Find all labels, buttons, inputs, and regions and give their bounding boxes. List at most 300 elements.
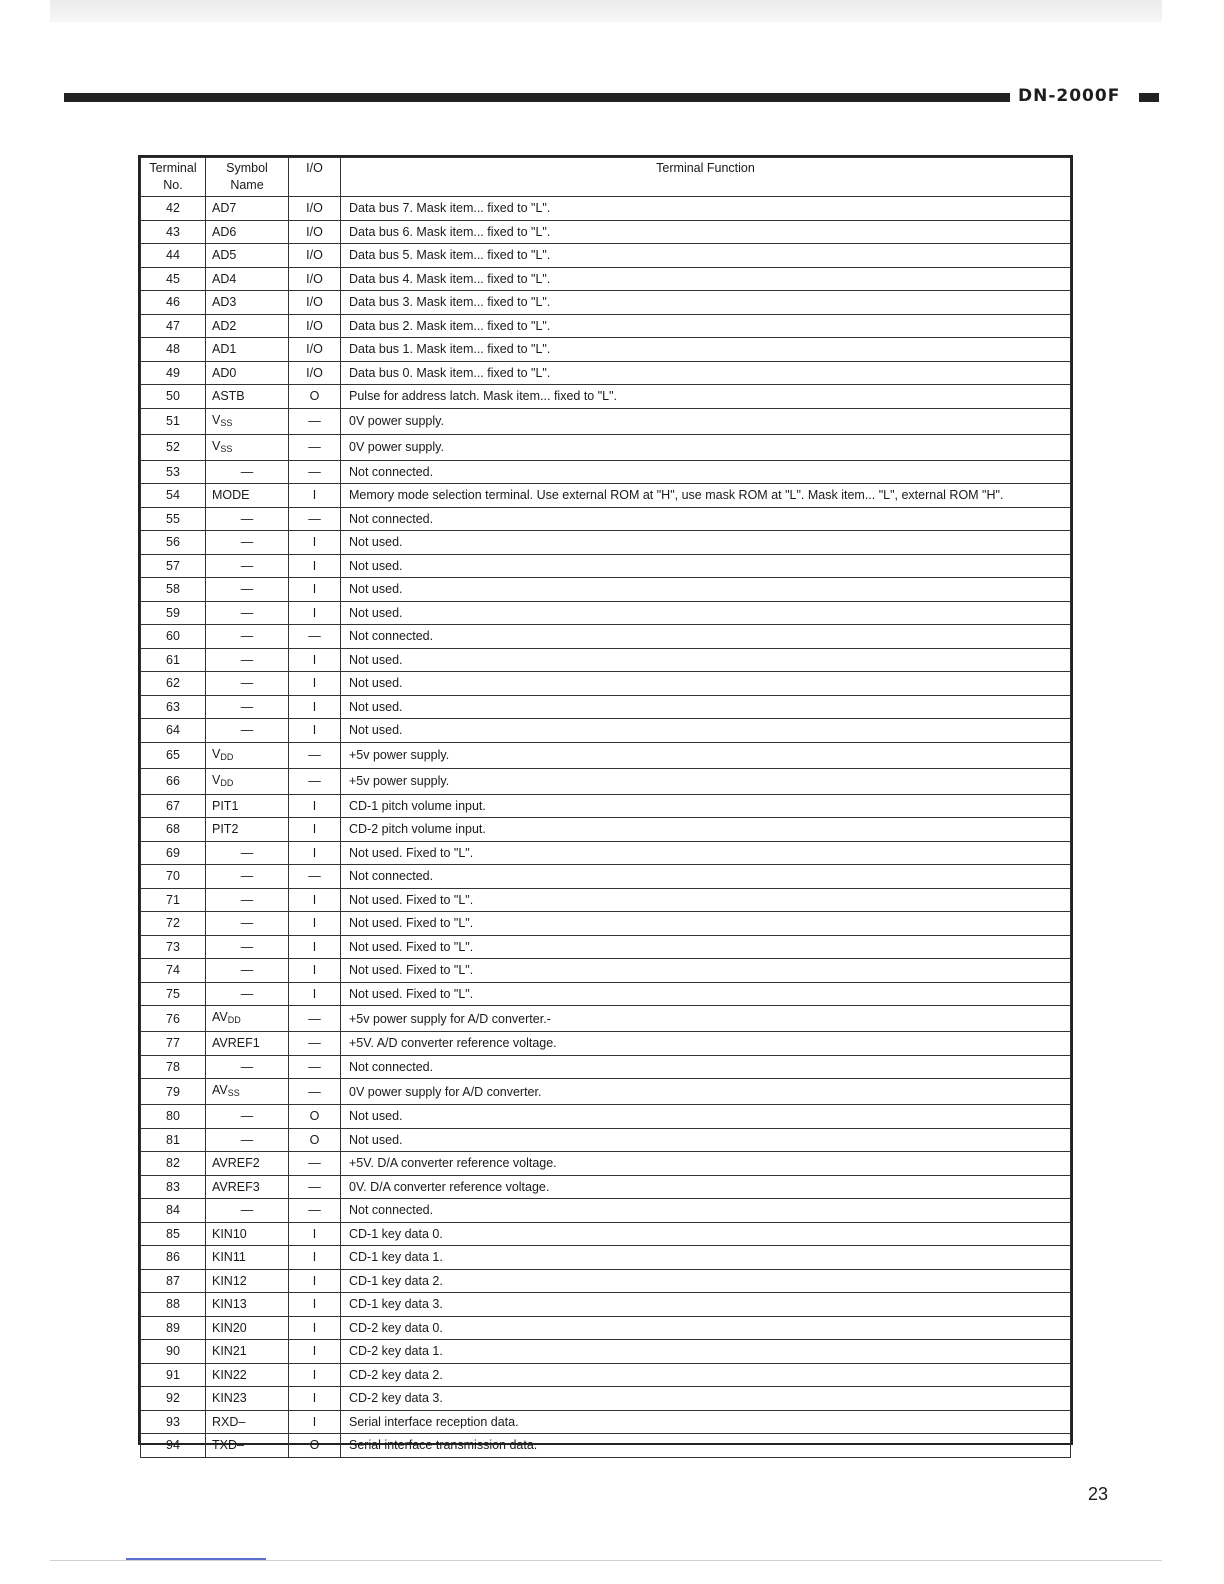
cell-symbol-name xyxy=(206,291,289,315)
cell-symbol-name xyxy=(206,1316,289,1340)
table-row xyxy=(141,768,1071,794)
cell-symbol-name xyxy=(206,408,289,434)
symbol-text: KIN10 xyxy=(212,1226,247,1241)
cell-io: I/O xyxy=(289,197,341,221)
cell-terminal-function: CD-2 key data 0. xyxy=(341,1316,1071,1340)
bottom-scan-mark xyxy=(126,1558,266,1560)
cell-terminal-function: +5V. A/D converter reference voltage. xyxy=(341,1032,1071,1056)
cell-io: — xyxy=(289,460,341,484)
cell-io: I xyxy=(289,1340,341,1364)
table-row xyxy=(141,578,1071,602)
cell-terminal-no: 48 xyxy=(141,338,206,362)
symbol-text: — xyxy=(240,916,254,931)
cell-symbol-name xyxy=(206,1105,289,1129)
symbol-subscript: SS xyxy=(220,443,233,454)
cell-terminal-function: CD-1 key data 0. xyxy=(341,1222,1071,1246)
cell-terminal-function: 0V. D/A converter reference voltage. xyxy=(341,1175,1071,1199)
cell-terminal-no: 74 xyxy=(141,959,206,983)
cell-terminal-no: 67 xyxy=(141,794,206,818)
cell-terminal-no: 58 xyxy=(141,578,206,602)
cell-terminal-no: 49 xyxy=(141,361,206,385)
terminal-function-table xyxy=(140,157,1071,1458)
cell-terminal-function: Data bus 5. Mask item... fixed to "L". xyxy=(341,244,1071,268)
cell-terminal-function: Data bus 2. Mask item... fixed to "L". xyxy=(341,314,1071,338)
symbol-text: AD3 xyxy=(212,295,237,310)
table-row xyxy=(141,1055,1071,1079)
symbol-text: — xyxy=(240,963,254,978)
table-row xyxy=(141,982,1071,1006)
cell-terminal-function: +5v power supply for A/D converter.- xyxy=(341,1006,1071,1032)
cell-terminal-no: 78 xyxy=(141,1055,206,1079)
cell-terminal-no: 69 xyxy=(141,841,206,865)
cell-terminal-function: Serial interface transmission data. xyxy=(341,1434,1071,1458)
table-row xyxy=(141,959,1071,983)
symbol-text: — xyxy=(240,464,254,479)
cell-io: I xyxy=(289,1222,341,1246)
cell-terminal-function: Not used. xyxy=(341,648,1071,672)
cell-terminal-no: 83 xyxy=(141,1175,206,1199)
cell-symbol-name xyxy=(206,385,289,409)
cell-symbol-name xyxy=(206,197,289,221)
cell-terminal-function: CD-2 key data 1. xyxy=(341,1340,1071,1364)
cell-symbol-name xyxy=(206,1410,289,1434)
cell-symbol-name xyxy=(206,719,289,743)
cell-io: I xyxy=(289,601,341,625)
cell-terminal-no: 91 xyxy=(141,1363,206,1387)
cell-io: I xyxy=(289,484,341,508)
symbol-text: AD0 xyxy=(212,365,237,380)
cell-terminal-function: Not used. Fixed to "L". xyxy=(341,912,1071,936)
cell-terminal-no: 52 xyxy=(141,434,206,460)
cell-symbol-name xyxy=(206,1363,289,1387)
symbol-text: — xyxy=(240,605,254,620)
cell-terminal-function: Not connected. xyxy=(341,1199,1071,1223)
symbol-text: — xyxy=(240,939,254,954)
cell-io: — xyxy=(289,1055,341,1079)
cell-io: I xyxy=(289,719,341,743)
symbol-text: — xyxy=(240,892,254,907)
cell-symbol-name xyxy=(206,768,289,794)
cell-terminal-function: Not connected. xyxy=(341,507,1071,531)
cell-io: I xyxy=(289,841,341,865)
symbol-text: KIN22 xyxy=(212,1367,247,1382)
header-terminal-function: Terminal Function xyxy=(341,158,1071,197)
symbol-text: — xyxy=(240,558,254,573)
symbol-text: AD2 xyxy=(212,318,237,333)
cell-terminal-function: +5v power supply. xyxy=(341,742,1071,768)
symbol-text: KIN20 xyxy=(212,1320,247,1335)
cell-terminal-function: +5v power supply. xyxy=(341,768,1071,794)
symbol-text: — xyxy=(240,986,254,1001)
table-row xyxy=(141,912,1071,936)
cell-terminal-function: Data bus 0. Mask item... fixed to "L". xyxy=(341,361,1071,385)
cell-terminal-function: Not used. Fixed to "L". xyxy=(341,888,1071,912)
cell-terminal-function: Not used. Fixed to "L". xyxy=(341,982,1071,1006)
cell-terminal-no: 85 xyxy=(141,1222,206,1246)
cell-terminal-no: 86 xyxy=(141,1246,206,1270)
cell-terminal-function: Not connected. xyxy=(341,1055,1071,1079)
cell-terminal-no: 79 xyxy=(141,1079,206,1105)
symbol-text: KIN13 xyxy=(212,1297,247,1312)
cell-io: I xyxy=(289,794,341,818)
scan-edge-shadow xyxy=(50,0,1162,22)
cell-terminal-function: 0V power supply for A/D converter. xyxy=(341,1079,1071,1105)
cell-terminal-no: 51 xyxy=(141,408,206,434)
table-row xyxy=(141,625,1071,649)
cell-terminal-no: 57 xyxy=(141,554,206,578)
cell-terminal-no: 43 xyxy=(141,220,206,244)
cell-terminal-no: 66 xyxy=(141,768,206,794)
symbol-text: V xyxy=(212,438,221,453)
symbol-subscript: SS xyxy=(227,1088,240,1098)
symbol-text: V xyxy=(212,746,221,761)
cell-io: I xyxy=(289,695,341,719)
cell-io: O xyxy=(289,1434,341,1458)
symbol-text: PIT1 xyxy=(212,798,239,813)
table-row xyxy=(141,719,1071,743)
table-row xyxy=(141,1246,1071,1270)
table-row xyxy=(141,385,1071,409)
cell-terminal-function: Not used. xyxy=(341,719,1071,743)
symbol-text: — xyxy=(240,1132,254,1147)
cell-terminal-no: 47 xyxy=(141,314,206,338)
table-row xyxy=(141,244,1071,268)
table-row xyxy=(141,935,1071,959)
cell-symbol-name xyxy=(206,672,289,696)
cell-io: — xyxy=(289,408,341,434)
cell-terminal-function: +5V. D/A converter reference voltage. xyxy=(341,1152,1071,1176)
cell-terminal-function: Not used. xyxy=(341,1105,1071,1129)
cell-symbol-name xyxy=(206,648,289,672)
cell-io: I/O xyxy=(289,220,341,244)
cell-io: — xyxy=(289,742,341,768)
cell-symbol-name xyxy=(206,484,289,508)
cell-io: I xyxy=(289,959,341,983)
symbol-subscript: DD xyxy=(227,1015,241,1025)
cell-io: — xyxy=(289,768,341,794)
table-row xyxy=(141,865,1071,889)
cell-io: — xyxy=(289,1032,341,1056)
symbol-text: AV xyxy=(212,1010,228,1024)
cell-symbol-name xyxy=(206,1055,289,1079)
cell-io: I/O xyxy=(289,267,341,291)
cell-symbol-name xyxy=(206,982,289,1006)
table-body xyxy=(141,197,1071,1458)
cell-io: I xyxy=(289,982,341,1006)
cell-terminal-function: CD-1 key data 3. xyxy=(341,1293,1071,1317)
symbol-text: PIT2 xyxy=(212,822,239,837)
header-terminal-line2: No. xyxy=(163,178,183,192)
cell-terminal-function: Not used. xyxy=(341,1128,1071,1152)
symbol-text: — xyxy=(240,723,254,738)
cell-symbol-name xyxy=(206,578,289,602)
table-row xyxy=(141,197,1071,221)
cell-terminal-no: 59 xyxy=(141,601,206,625)
table-row xyxy=(141,1152,1071,1176)
cell-io: O xyxy=(289,385,341,409)
table-row xyxy=(141,460,1071,484)
symbol-subscript: SS xyxy=(220,417,233,428)
cell-terminal-function: Not used. xyxy=(341,695,1071,719)
cell-symbol-name xyxy=(206,935,289,959)
symbol-text: RXD– xyxy=(212,1414,246,1429)
table-row xyxy=(141,818,1071,842)
cell-terminal-no: 84 xyxy=(141,1199,206,1223)
cell-symbol-name xyxy=(206,434,289,460)
symbol-text: — xyxy=(240,676,254,691)
table-row xyxy=(141,794,1071,818)
cell-terminal-no: 81 xyxy=(141,1128,206,1152)
cell-symbol-name xyxy=(206,1032,289,1056)
cell-io: I xyxy=(289,672,341,696)
cell-io: I xyxy=(289,1246,341,1270)
cell-symbol-name xyxy=(206,742,289,768)
table-row xyxy=(141,648,1071,672)
symbol-text: — xyxy=(240,1109,254,1124)
cell-terminal-function: 0V power supply. xyxy=(341,434,1071,460)
cell-terminal-function: Not used. Fixed to "L". xyxy=(341,959,1071,983)
symbol-text: V xyxy=(212,412,221,427)
cell-terminal-function: CD-1 key data 2. xyxy=(341,1269,1071,1293)
bottom-scan-rule xyxy=(50,1560,1162,1561)
header-terminal-line1: Terminal xyxy=(149,161,197,175)
cell-terminal-no: 94 xyxy=(141,1434,206,1458)
symbol-text: AD5 xyxy=(212,248,237,263)
cell-terminal-no: 75 xyxy=(141,982,206,1006)
cell-symbol-name xyxy=(206,841,289,865)
cell-terminal-function: CD-2 pitch volume input. xyxy=(341,818,1071,842)
model-title: DN-2000F xyxy=(1018,86,1121,106)
cell-io: — xyxy=(289,1199,341,1223)
cell-terminal-function: Pulse for address latch. Mask item... fixed to "L". xyxy=(341,385,1071,409)
table-row xyxy=(141,672,1071,696)
cell-io: I xyxy=(289,1293,341,1317)
cell-symbol-name xyxy=(206,912,289,936)
symbol-text: MODE xyxy=(212,488,250,503)
table-row xyxy=(141,484,1071,508)
cell-io: I xyxy=(289,1387,341,1411)
table-row xyxy=(141,1006,1071,1032)
cell-io: I/O xyxy=(289,361,341,385)
header-io: I/O xyxy=(289,158,341,197)
symbol-text: AD1 xyxy=(212,342,237,357)
table-row xyxy=(141,361,1071,385)
cell-symbol-name xyxy=(206,1246,289,1270)
table-row xyxy=(141,1222,1071,1246)
cell-io: — xyxy=(289,1152,341,1176)
cell-io: I/O xyxy=(289,338,341,362)
cell-io: I xyxy=(289,935,341,959)
cell-symbol-name xyxy=(206,1006,289,1032)
symbol-text: AD6 xyxy=(212,224,237,239)
cell-terminal-function: Data bus 4. Mask item... fixed to "L". xyxy=(341,267,1071,291)
cell-io: I xyxy=(289,1363,341,1387)
cell-terminal-no: 82 xyxy=(141,1152,206,1176)
cell-terminal-no: 88 xyxy=(141,1293,206,1317)
table-header xyxy=(141,158,1071,197)
header-symbol-line2: Name xyxy=(230,178,264,192)
cell-terminal-function: Not connected. xyxy=(341,865,1071,889)
cell-terminal-function: Not used. xyxy=(341,554,1071,578)
cell-io: I/O xyxy=(289,291,341,315)
table-row xyxy=(141,1175,1071,1199)
header-symbol-line1: Symbol xyxy=(226,161,268,175)
cell-symbol-name xyxy=(206,244,289,268)
cell-symbol-name xyxy=(206,361,289,385)
cell-symbol-name xyxy=(206,531,289,555)
cell-terminal-function: CD-1 key data 1. xyxy=(341,1246,1071,1270)
cell-terminal-no: 68 xyxy=(141,818,206,842)
symbol-text: TXD– xyxy=(212,1438,244,1453)
cell-terminal-no: 76 xyxy=(141,1006,206,1032)
symbol-subscript: DD xyxy=(220,777,234,788)
table-row xyxy=(141,1079,1071,1105)
cell-terminal-no: 87 xyxy=(141,1269,206,1293)
cell-symbol-name xyxy=(206,1340,289,1364)
header-terminal-no xyxy=(141,158,206,197)
cell-symbol-name xyxy=(206,818,289,842)
cell-symbol-name xyxy=(206,888,289,912)
symbol-text: — xyxy=(240,629,254,644)
table-row xyxy=(141,742,1071,768)
cell-symbol-name xyxy=(206,220,289,244)
table-row xyxy=(141,408,1071,434)
symbol-text: — xyxy=(240,699,254,714)
table-row xyxy=(141,1387,1071,1411)
cell-symbol-name xyxy=(206,865,289,889)
cell-terminal-no: 45 xyxy=(141,267,206,291)
cell-terminal-no: 46 xyxy=(141,291,206,315)
symbol-text: KIN21 xyxy=(212,1344,247,1359)
cell-symbol-name xyxy=(206,1434,289,1458)
cell-io: I xyxy=(289,554,341,578)
cell-symbol-name xyxy=(206,1387,289,1411)
cell-terminal-no: 54 xyxy=(141,484,206,508)
cell-terminal-function: Data bus 1. Mask item... fixed to "L". xyxy=(341,338,1071,362)
cell-terminal-no: 44 xyxy=(141,244,206,268)
table-row xyxy=(141,434,1071,460)
symbol-text: — xyxy=(240,582,254,597)
cell-io: I xyxy=(289,648,341,672)
cell-terminal-function: CD-2 key data 3. xyxy=(341,1387,1071,1411)
cell-symbol-name xyxy=(206,554,289,578)
cell-terminal-function: Memory mode selection terminal. Use external ROM at "H", use mask ROM at "L". Mask item... "L", external ROM "H". xyxy=(341,484,1071,508)
cell-terminal-no: 53 xyxy=(141,460,206,484)
cell-terminal-function: Not used. xyxy=(341,672,1071,696)
cell-io: I xyxy=(289,912,341,936)
cell-io: — xyxy=(289,1175,341,1199)
symbol-text: KIN23 xyxy=(212,1391,247,1406)
table-row xyxy=(141,695,1071,719)
cell-terminal-function: Serial interface reception data. xyxy=(341,1410,1071,1434)
cell-terminal-no: 50 xyxy=(141,385,206,409)
cell-io: I/O xyxy=(289,244,341,268)
table-row xyxy=(141,1105,1071,1129)
cell-terminal-no: 42 xyxy=(141,197,206,221)
cell-terminal-function: CD-1 pitch volume input. xyxy=(341,794,1071,818)
cell-symbol-name xyxy=(206,460,289,484)
cell-io: — xyxy=(289,625,341,649)
symbol-text: — xyxy=(240,869,254,884)
cell-terminal-no: 93 xyxy=(141,1410,206,1434)
table-row xyxy=(141,267,1071,291)
cell-terminal-no: 89 xyxy=(141,1316,206,1340)
header-rule xyxy=(64,93,1010,102)
cell-terminal-function: Data bus 3. Mask item... fixed to "L". xyxy=(341,291,1071,315)
header-rule-end-block xyxy=(1139,93,1159,102)
cell-symbol-name xyxy=(206,695,289,719)
table-row xyxy=(141,1363,1071,1387)
cell-io: I/O xyxy=(289,314,341,338)
cell-io: — xyxy=(289,434,341,460)
cell-symbol-name xyxy=(206,1222,289,1246)
table-row xyxy=(141,291,1071,315)
cell-terminal-no: 92 xyxy=(141,1387,206,1411)
symbol-text: — xyxy=(240,1059,254,1074)
cell-io: — xyxy=(289,507,341,531)
cell-terminal-no: 80 xyxy=(141,1105,206,1129)
cell-terminal-no: 72 xyxy=(141,912,206,936)
table-row xyxy=(141,1128,1071,1152)
cell-symbol-name xyxy=(206,601,289,625)
cell-terminal-function: CD-2 key data 2. xyxy=(341,1363,1071,1387)
cell-io: — xyxy=(289,865,341,889)
cell-terminal-no: 63 xyxy=(141,695,206,719)
cell-terminal-no: 65 xyxy=(141,742,206,768)
cell-io: I xyxy=(289,1316,341,1340)
cell-symbol-name xyxy=(206,314,289,338)
cell-terminal-function: Data bus 7. Mask item... fixed to "L". xyxy=(341,197,1071,221)
cell-terminal-function: Not used. Fixed to "L". xyxy=(341,841,1071,865)
cell-terminal-function: Not connected. xyxy=(341,625,1071,649)
cell-symbol-name xyxy=(206,625,289,649)
cell-io: I xyxy=(289,1410,341,1434)
symbol-text: AVREF3 xyxy=(212,1179,260,1194)
cell-terminal-no: 62 xyxy=(141,672,206,696)
symbol-text: — xyxy=(240,511,254,526)
cell-io: I xyxy=(289,578,341,602)
cell-symbol-name xyxy=(206,1079,289,1105)
table-row xyxy=(141,888,1071,912)
cell-symbol-name xyxy=(206,1293,289,1317)
symbol-text: V xyxy=(212,772,221,787)
symbol-text: AD4 xyxy=(212,271,237,286)
cell-terminal-no: 61 xyxy=(141,648,206,672)
cell-terminal-no: 60 xyxy=(141,625,206,649)
cell-terminal-function: Not used. xyxy=(341,601,1071,625)
table-row xyxy=(141,314,1071,338)
cell-terminal-no: 64 xyxy=(141,719,206,743)
page-number: 23 xyxy=(1088,1484,1109,1504)
cell-symbol-name xyxy=(206,338,289,362)
table-row xyxy=(141,1316,1071,1340)
cell-io: I xyxy=(289,531,341,555)
symbol-text: — xyxy=(240,652,254,667)
symbol-text: AVREF1 xyxy=(212,1036,260,1051)
table-row xyxy=(141,1269,1071,1293)
table-row xyxy=(141,531,1071,555)
cell-terminal-function: Not connected. xyxy=(341,460,1071,484)
cell-terminal-no: 71 xyxy=(141,888,206,912)
symbol-text: — xyxy=(240,845,254,860)
table-row xyxy=(141,1340,1071,1364)
cell-symbol-name xyxy=(206,1199,289,1223)
table-row xyxy=(141,1410,1071,1434)
cell-io: I xyxy=(289,888,341,912)
table-row xyxy=(141,1199,1071,1223)
table-row xyxy=(141,507,1071,531)
cell-symbol-name xyxy=(206,1152,289,1176)
